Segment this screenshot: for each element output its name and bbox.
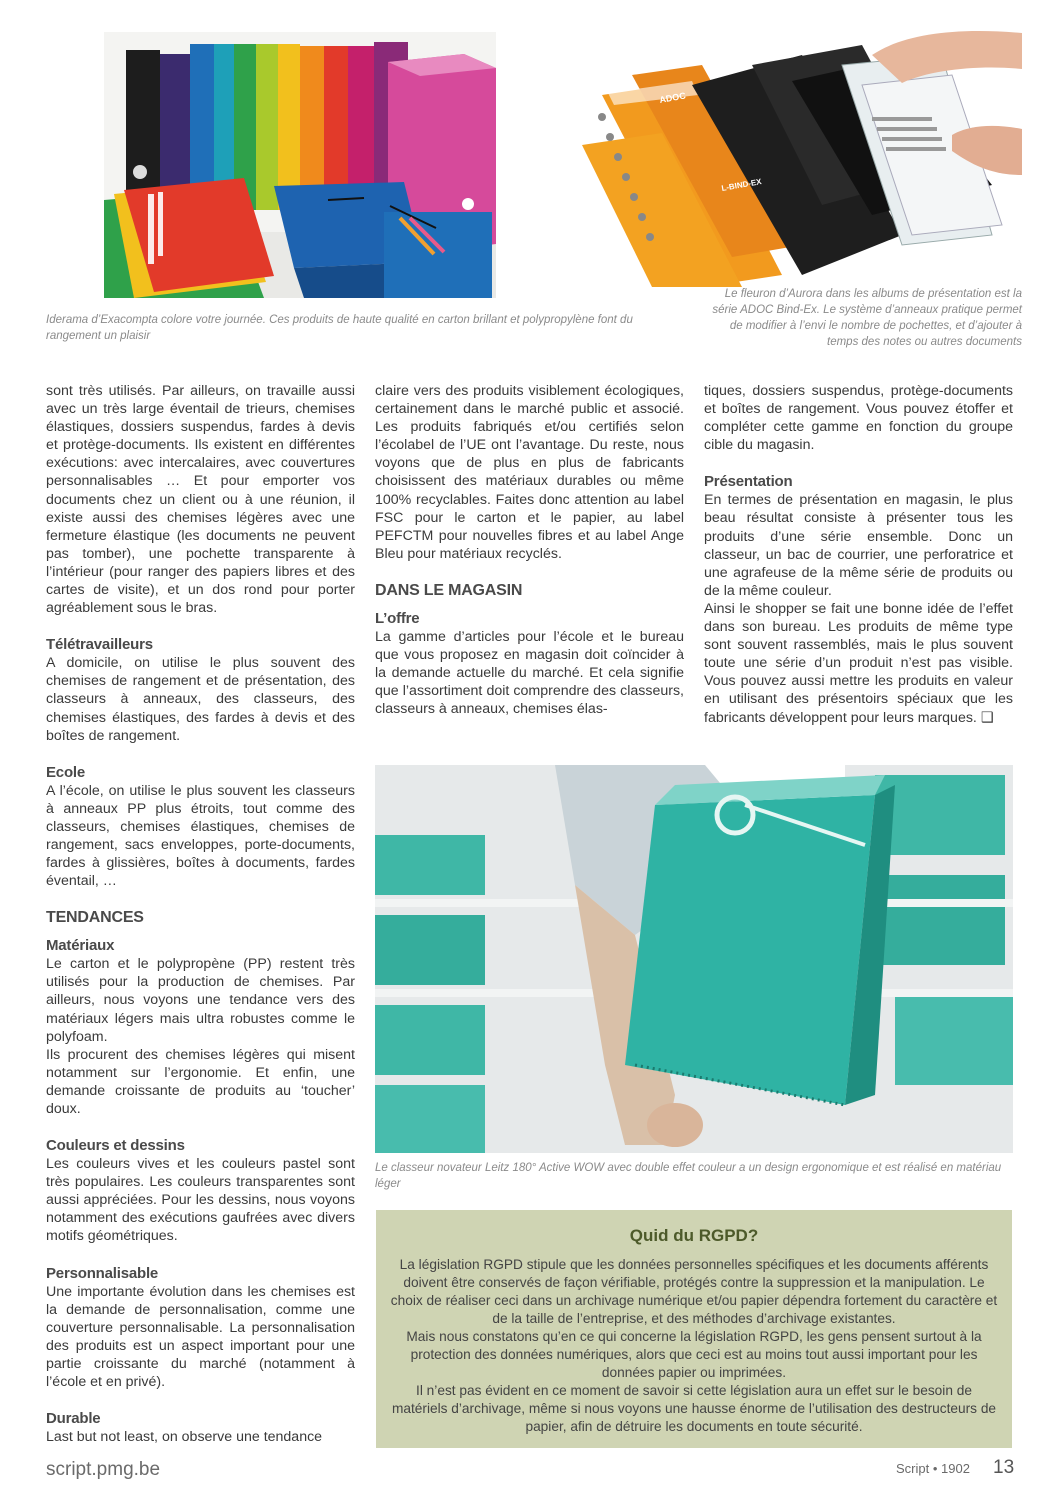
- rgpd-body: [390, 1256, 998, 1436]
- column-1: [46, 382, 355, 1446]
- rgpd-paragraph-2: Mais nous constatons qu’en ce qui concerne la législation RGPD, les gens pensent surtout à la protection des données numériques, alors que ceci est au moins tout aussi important pour les données papier ou imprimées.: [406, 1329, 982, 1380]
- paragraph-presentation-2: [704, 600, 1013, 727]
- caption-bottom: Le classeur novateur Leitz 180° Active WOW avec double effet couleur a un design ergonomique et est réalisé en matériau léger: [375, 1162, 1002, 1190]
- photo-exacompta-binders: [104, 32, 496, 298]
- heading-tendances: TENDANCES: [46, 909, 144, 927]
- heading-ecole: Ecole: [46, 763, 86, 781]
- paragraph-presentation-2-text: Ainsi le shopper se fait une bonne idée de l’effet dans son bureau. Les produits de même type sont souvent rassemblés, mais le plus souvent toute une série d’un produit n’est pas visible. Vous pouvez aussi mettre les produits en valeur en utilisant des présentoirs spéciaux que les fabricants développent pour leurs marques.: [704, 600, 1013, 726]
- photo-leitz-binder: [375, 765, 1013, 1153]
- photo-adoc-bindex: [572, 25, 1022, 287]
- heading-materiaux: Matériaux: [46, 937, 115, 955]
- bindex-illustration: [572, 25, 1022, 287]
- paragraph-materiaux-2: Ils procurent des chemises légères qui misent notamment sur l’ergonomie. Et enfin, une demande croissante de produits au ‘toucher’ doux.: [46, 1046, 355, 1117]
- teal-binder: [625, 775, 895, 1105]
- heading-durable: Durable: [46, 1410, 101, 1428]
- bindex-label: L-BIND-EX: [720, 177, 763, 193]
- heading-presentation: Présentation: [704, 473, 793, 491]
- caption-top-left: Iderama d’Exacompta colore votre journée. Ces produits de haute qualité en carton brillant et polypropylène font du rangement un plaisir: [46, 314, 633, 342]
- col1-paragraph-intro: sont très utilisés. Par ailleurs, on travaille aussi avec un très large éventail de trieurs, chemises élastiques, dossiers suspendus, fardes à devis et protège-documents. Ils existent en différentes exécutions: avec intercalaires, avec couvertures personnalisables … Et pour emporter vos documents chez un client ou à une réunion, il existe aussi des chemises légères avec une fermeture élastique (les documents ne peuvent pas tomber), une pochette transparente à l’intérieur (pour ranger des papiers libres et des cartes de visite), et un dos rond pour porter agréablement sous le bras.: [46, 383, 355, 617]
- rgpd-title: Quid du RGPD?: [629, 1226, 759, 1245]
- paragraph-materiaux-1: Le carton et le polypropène (PP) restent très utilisés pour la production de chemises. Par ailleurs, nous voyons une tendance vers des matériaux légers mais ultra robustes comme le polyfoam.: [46, 956, 355, 1045]
- end-of-article-mark: ❑: [980, 709, 994, 726]
- leitz-illustration: [375, 765, 1013, 1153]
- page-number: 13: [993, 1457, 1015, 1478]
- column-3: [704, 382, 1013, 727]
- heading-couleurs: Couleurs et dessins: [46, 1137, 185, 1155]
- paragraph-ecole: A l’école, on utilise le plus souvent les classeurs à anneaux PP plus étroits, tout comme des classeurs, chemises élastiques, chemises de rangement, sacs enveloppes, porte-documents, fardes à glissières, boîtes à documents, fardes éventail, …: [46, 782, 355, 890]
- binders-illustration: [104, 32, 496, 298]
- paragraph-teletravailleurs: A domicile, on utilise le plus souvent des chemises de rangement et de présentation, des classeurs à anneaux, des classeurs, des chemises élastiques, des fardes à devis et des boîtes de rangement.: [46, 655, 355, 744]
- heading-offre: L’offre: [375, 609, 420, 627]
- paragraph-couleurs: Les couleurs vives et les couleurs pastel sont très populaires. Les couleurs transparentes sont aussi appréciées. Pour les dessins, nous voyons notamment des exécutions gaufrées avec divers motifs géométriques.: [46, 1156, 355, 1245]
- col3-paragraph-intro: tiques, dossiers suspendus, protège-documents et boîtes de rangement. Vous pouvez étoffer et compléter cette gamme en fonction du groupe cible du magasin.: [704, 383, 1013, 454]
- heading-teletravailleurs: Télétravailleurs: [46, 636, 153, 654]
- caption-top-right: Le fleuron d’Aurora dans les albums de présentation est la série ADOC Bind-Ex. Le système d’anneaux pratique permet de modifier à l’envi le nombre de pochettes, et d’ajouter à temps des notes ou autres documents: [712, 288, 1022, 348]
- heading-personnalisable: Personnalisable: [46, 1264, 159, 1282]
- paragraph-personnalisable: Une importante évolution dans les chemises est la demande de personnalisation, comme une couverture personnalisable. La personnalisation des produits est un aspect important pour une partie croissante du marché (notamment à l’école et en privé).: [46, 1283, 355, 1391]
- heading-dans-le-magasin: DANS LE MAGASIN: [375, 581, 523, 599]
- paragraph-presentation-1: En termes de présentation en magasin, le plus beau résultat consiste à présenter tous les produits d’une série ensemble. Donc un classeur, un bac de courrier, une perforatrice et une agrafeuse de la même série de produits ou de la même couleur.: [704, 492, 1013, 599]
- rgpd-box: [376, 1210, 1012, 1448]
- rgpd-paragraph-3: Il n’est pas évident en ce moment de savoir si cette législation aura un effet sur le besoin de matériels d’archivage, même si nous voyons une hausse énorme de l’utilisation des destructeurs de papier, afin de détruire les documents en toute sécurité.: [391, 1383, 997, 1434]
- footer-issue: Script • 1902: [896, 1461, 970, 1476]
- adoc-logo: ADOC: [658, 90, 687, 105]
- footer-website-link[interactable]: script.pmg.be: [46, 1459, 161, 1480]
- column-2: [375, 382, 684, 718]
- col2-paragraph-intro: claire vers des produits visiblement écologiques, certainement dans le marché public et associé. Les produits fabriqués et/ou certifiés selon l’écolabel de l’UE ont l’avantage. Du reste, nous voyons que de plus en plus de fabricants choisissent des matériaux durables ou même 100% recyclables. Faites donc attention au label FSC pour le carton et le papier, au label PEFCTM pour nouvelles fibres et au label Ange Bleu pour matériaux recyclés.: [375, 383, 684, 562]
- paragraph-offre: La gamme d’articles pour l’école et le bureau que vous proposez en magasin doit coïncider à la demande actuelle du marché. Et cela signifie que l’assortiment doit comprendre des classeurs, classeurs à anneaux, chemises élas-: [375, 628, 684, 718]
- rgpd-paragraph-1: La législation RGPD stipule que les données personnelles spécifiques et les documents afférents doivent être conservés de façon vérifiable, protégés contre la suppression et la manipulation. Le choix de réaliser ceci dans un archivage numérique et/ou papier dépendra fortement du caractère et de la taille de l’entreprise, et des méthodes d’archivage existantes.: [390, 1257, 998, 1326]
- paragraph-durable: Last but not least, on observe une tendance: [46, 1429, 323, 1446]
